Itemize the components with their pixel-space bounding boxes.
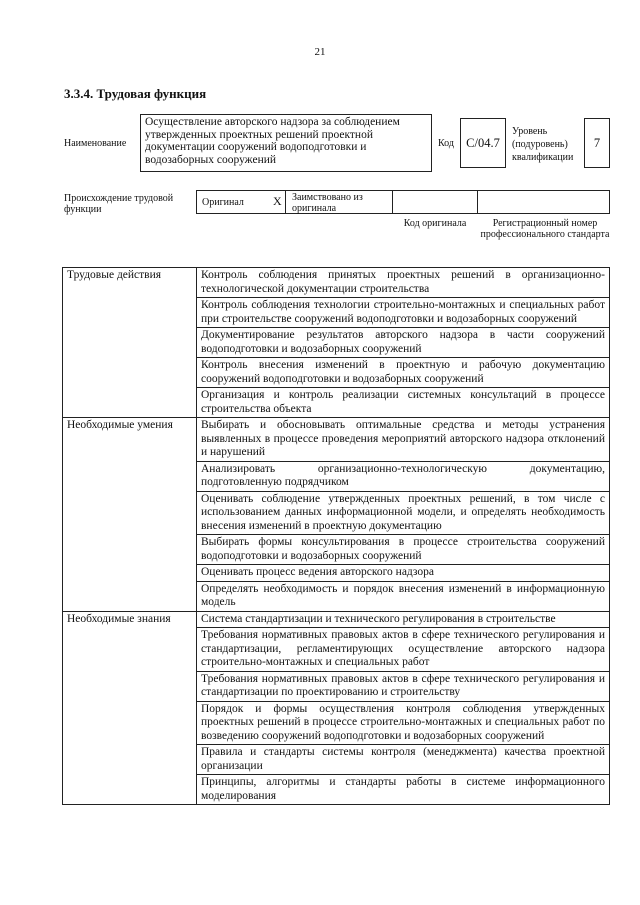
table-cell: Выбирать формы консультирования в процессе строительства сооружений водоподготовки и водозаборных сооружений [197,535,610,565]
origin-label: Происхождение трудовой функции [64,193,174,215]
table-cell: Организация и контроль реализации системных консультаций в процессе строительства объекта [197,388,610,418]
table-row [63,418,610,462]
table-cell: Система стандартизации и технического регулирования в строительстве [197,611,610,628]
table-cell: Требования нормативных правовых актов в сфере технического регулирования и стандартизации, регламентирующих осуществление авторского надзора строительно-монтажных и специальных работ [197,628,610,672]
code-original-cell [392,190,478,214]
table-row [63,268,610,298]
table-cell: Выбирать и обосновывать оптимальные средства и методы устранения выявленных в процессе проведения мероприятий авторского надзора отклонений и нарушений [197,418,610,462]
table-cell: Оценивать соблюдение утвержденных проектных решений, в том числе с использованием данных информационной модели, и определять необходимость внесения изменений в проектную документацию [197,491,610,535]
table-cell: Документирование результатов авторского надзора в части сооружений водоподготовки и водозаборных сооружений [197,328,610,358]
table-cell: Оценивать процесс ведения авторского надзора [197,565,610,582]
level-label: Уровень (подуровень) квалификации [512,126,574,163]
name-label: Наименование [64,138,127,149]
reg-number-cell [477,190,610,214]
function-table [62,267,610,805]
original-cell [196,190,286,214]
table-cell: Правила и стандарты системы контроля (менеджмента) качества проектной организации [197,745,610,775]
category-cell: Необходимые умения [63,418,197,612]
table-cell: Требования нормативных правовых актов в сфере технического регулирования и стандартизации по проектированию и строительству [197,671,610,701]
table-cell: Порядок и формы осуществления контроля соблюдения утвержденных проектных решений в процессе строительно-монтажных и специальных работ по возведению сооружений водоподготовки и водозаборных сооружений [197,701,610,745]
borrowed-cell [285,190,393,214]
reg-number-caption: Регистрационный номер профессионального стандарта [480,218,610,240]
category-cell: Необходимые знания [63,611,197,805]
name-value: Осуществление авторского надзора за соблюдением утвержденных проектных решений проектной документации сооружений водоподготовки и водозаборных сооружений [140,114,432,172]
code-value: C/04.7 [460,118,506,168]
code-original-caption: Код оригинала [403,218,467,229]
table-cell: Контроль соблюдения технологии строительно-монтажных и специальных работ при строительстве сооружений водоподготовки и водозаборных сооружений [197,298,610,328]
section-heading: 3.3.4. Трудовая функция [64,86,207,101]
borrowed-label: Заимствовано из оригинала [292,192,363,214]
table-cell: Контроль соблюдения принятых проектных решений в организационно-технологической документации строительства [197,268,610,298]
level-value: 7 [584,118,610,168]
original-label: Оригинал [202,197,244,208]
table-cell: Анализировать организационно-технологическую документацию, подготовленную подрядчиком [197,461,610,491]
table-row [63,611,610,628]
table-cell: Определять необходимость и порядок внесения изменений в информационную модель [197,581,610,611]
table-cell: Контроль внесения изменений в проектную и рабочую документацию сооружений водоподготовки и водозаборных сооружений [197,358,610,388]
table-cell: Принципы, алгоритмы и стандарты работы в системе информационного моделирования [197,775,610,805]
category-cell: Трудовые действия [63,268,197,418]
page-number: 21 [314,46,326,58]
code-label: Код [438,138,454,149]
original-mark: X [273,194,282,208]
